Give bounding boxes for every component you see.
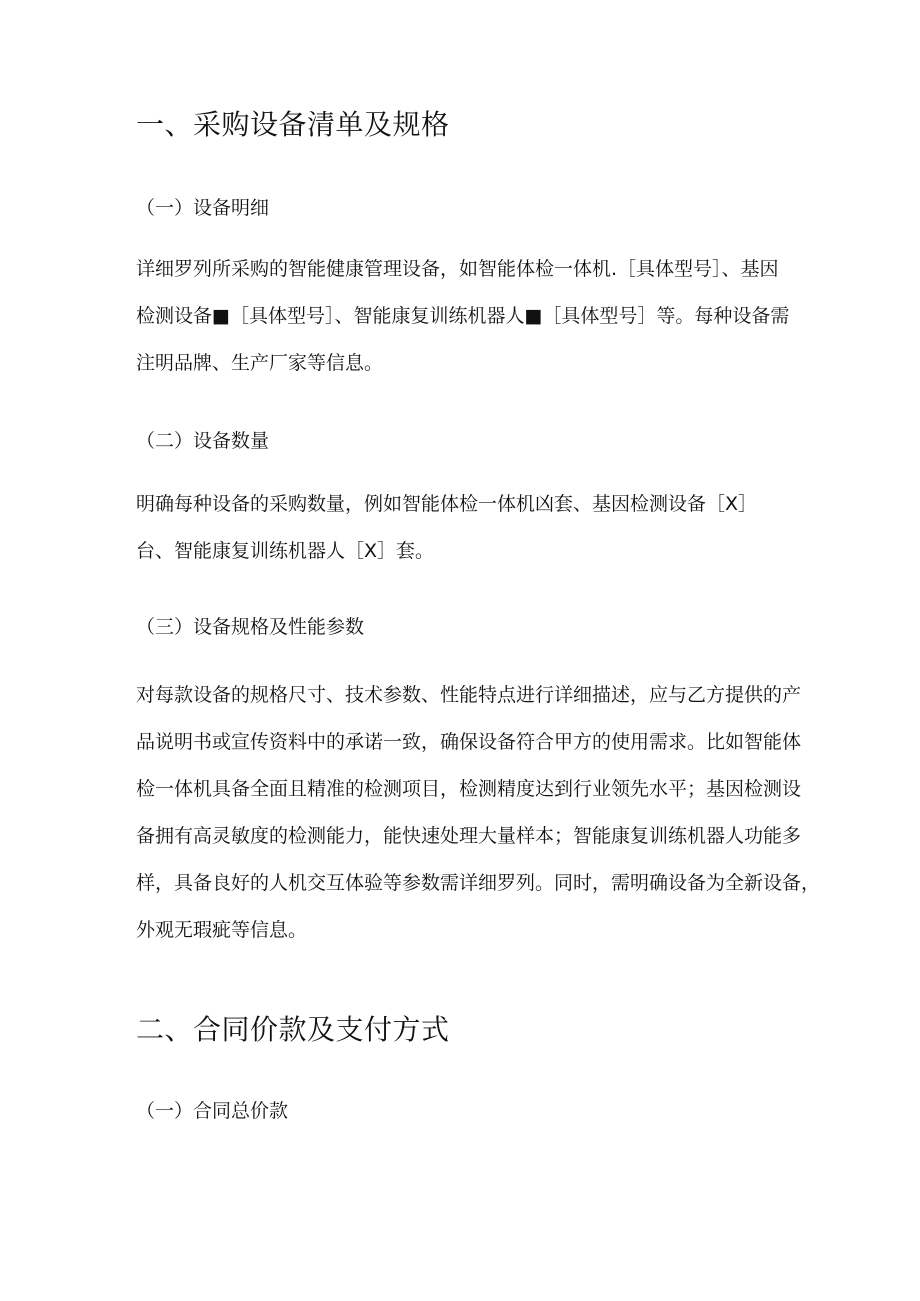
paragraph-line: 对每款设备的规格尺寸、技术参数、性能特点进行详细描述，应与乙方提供的产 <box>136 684 802 706</box>
paragraph-line: 备拥有高灵敏度的检测能力，能快速处理大量样本；智能康复训练机器人功能多 <box>136 825 802 847</box>
paragraph-line: 检测设备■［具体型号］、智能康复训练机器人■［具体型号］等。每种设备需 <box>136 305 790 327</box>
paragraph-line: 品说明书或宣传资料中的承诺一致，确保设备符合甲方的使用需求。比如智能体 <box>136 731 802 753</box>
paragraph-line: 外观无瑕疵等信息。 <box>136 919 308 941</box>
paragraph-line: 样，具备良好的人机交互体验等参数需详细罗列。同时，需明确设备为全新设备， <box>136 872 821 894</box>
paragraph-line: 注明品牌、生产厂家等信息。 <box>136 352 384 374</box>
section-title-1: 一、采购设备清单及规格 <box>136 108 450 141</box>
paragraph-equipment-details <box>136 246 790 387</box>
paragraph-line: 详细罗列所采购的智能健康管理设备，如智能体检一体机.［具体型号］、基因 <box>136 258 779 280</box>
paragraph-equipment-specs <box>136 672 821 954</box>
subsection-heading-1-3: （三）设备规格及性能参数 <box>136 616 365 638</box>
paragraph-line: 台、智能康复训练机器人［X］套。 <box>136 540 435 562</box>
paragraph-equipment-quantity <box>136 481 786 575</box>
subsection-heading-2-1: （一）合同总价款 <box>136 1100 289 1122</box>
subsection-heading-1-2: （二）设备数量 <box>136 430 270 452</box>
subsection-heading-1-1: （一）设备明细 <box>136 197 270 219</box>
paragraph-line: 检一体机具备全面且精准的检测项目，检测精度达到行业领先水平；基因检测设 <box>136 778 802 800</box>
section-title-2: 二、合同价款及支付方式 <box>136 1013 450 1046</box>
paragraph-line: 明确每种设备的采购数量，例如智能体检一体机凶套、基因检测设备［X］ <box>136 493 758 515</box>
